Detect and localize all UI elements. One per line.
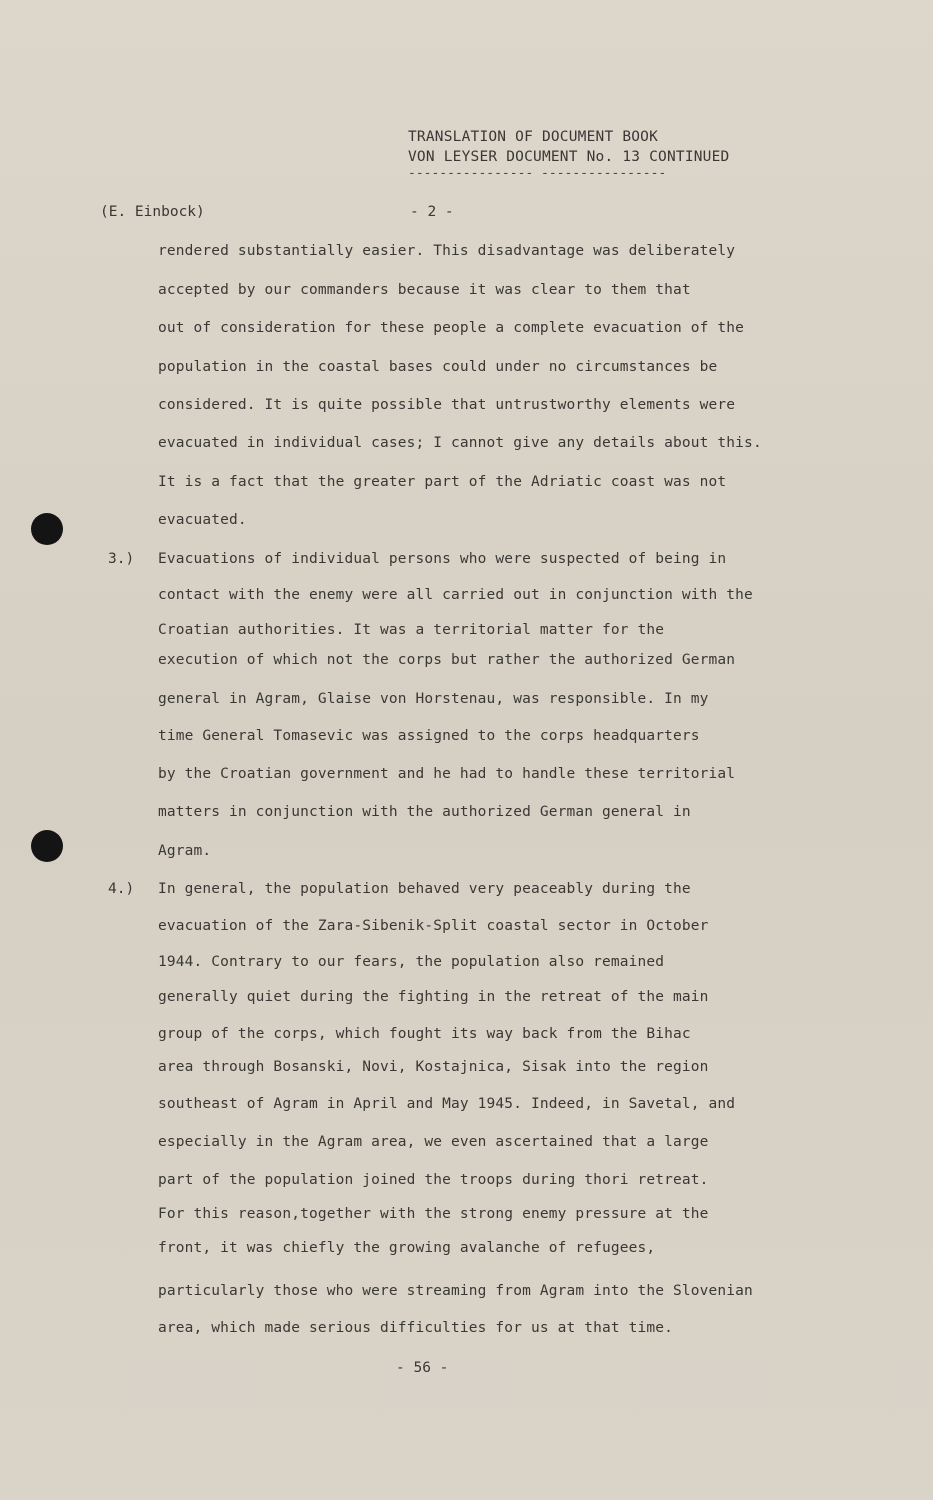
text-line: out of consideration for these people a complete evacuation of the — [158, 320, 745, 336]
text-line: considered. It is quite possible that untrustworthy elements were — [158, 397, 736, 413]
text-line: Croatian authorities. It was a territorial matter for the — [158, 622, 665, 638]
text-line: execution of which not the corps but rather the authorized German — [158, 652, 736, 668]
text-line: part of the population joined the troops during thori retreat. — [158, 1172, 709, 1188]
text-line: front, it was chiefly the growing avalanche of refugees, — [158, 1240, 656, 1256]
punch-hole — [31, 513, 63, 545]
text-line: southeast of Agram in April and May 1945. Indeed, in Savetal, and — [158, 1096, 736, 1112]
header-title: TRANSLATION OF DOCUMENT BOOK — [408, 129, 659, 145]
text-line: time General Tomasevic was assigned to the corps headquarters — [158, 728, 700, 744]
text-line: evacuated in individual cases; I cannot give any details about this. — [158, 435, 762, 451]
text-line: In general, the population behaved very peaceably during the — [158, 881, 691, 897]
text-line: rendered substantially easier. This disadvantage was deliberately — [158, 243, 736, 259]
text-line: Evacuations of individual persons who were suspected of being in — [158, 551, 727, 567]
text-line: 1944. Contrary to our fears, the population also remained — [158, 954, 665, 970]
text-line: For this reason,together with the strong enemy pressure at the — [158, 1206, 709, 1222]
header-rule: ---------------- ---------------- — [408, 166, 667, 181]
punch-hole — [31, 830, 63, 862]
text-line: particularly those who were streaming from Agram into the Slovenian — [158, 1283, 753, 1299]
text-line: general in Agram, Glaise von Horstenau, was responsible. In my — [158, 691, 709, 707]
text-line: by the Croatian government and he had to handle these territorial — [158, 766, 736, 782]
page-marker: - 2 - — [410, 204, 454, 220]
item-number: 3.) — [108, 551, 135, 567]
text-line: contact with the enemy were all carried out in conjunction with the — [158, 587, 753, 603]
text-line: especially in the Agram area, we even ascertained that a large — [158, 1134, 709, 1150]
header-subtitle: VON LEYSER DOCUMENT No. 13 CONTINUED — [408, 149, 730, 165]
text-line: group of the corps, which fought its way back from the Bihac — [158, 1026, 691, 1042]
text-line: area through Bosanski, Novi, Kostajnica, Sisak into the region — [158, 1059, 709, 1075]
text-line: evacuated. — [158, 512, 247, 528]
text-line: matters in conjunction with the authorized German general in — [158, 804, 691, 820]
text-line: population in the coastal bases could under no circumstances be — [158, 359, 718, 375]
text-line: It is a fact that the greater part of the Adriatic coast was not — [158, 474, 727, 490]
text-line: generally quiet during the fighting in the retreat of the main — [158, 989, 709, 1005]
text-line: Agram. — [158, 843, 212, 859]
text-line: area, which made serious difficulties for us at that time. — [158, 1320, 674, 1336]
item-number: 4.) — [108, 881, 135, 897]
page-number: - 56 - — [396, 1360, 449, 1376]
document-header — [408, 127, 729, 181]
text-line: accepted by our commanders because it was clear to them that — [158, 282, 691, 298]
author-reference: (E. Einbock) — [100, 204, 205, 220]
text-line: evacuation of the Zara-Sibenik-Split coastal sector in October — [158, 918, 709, 934]
